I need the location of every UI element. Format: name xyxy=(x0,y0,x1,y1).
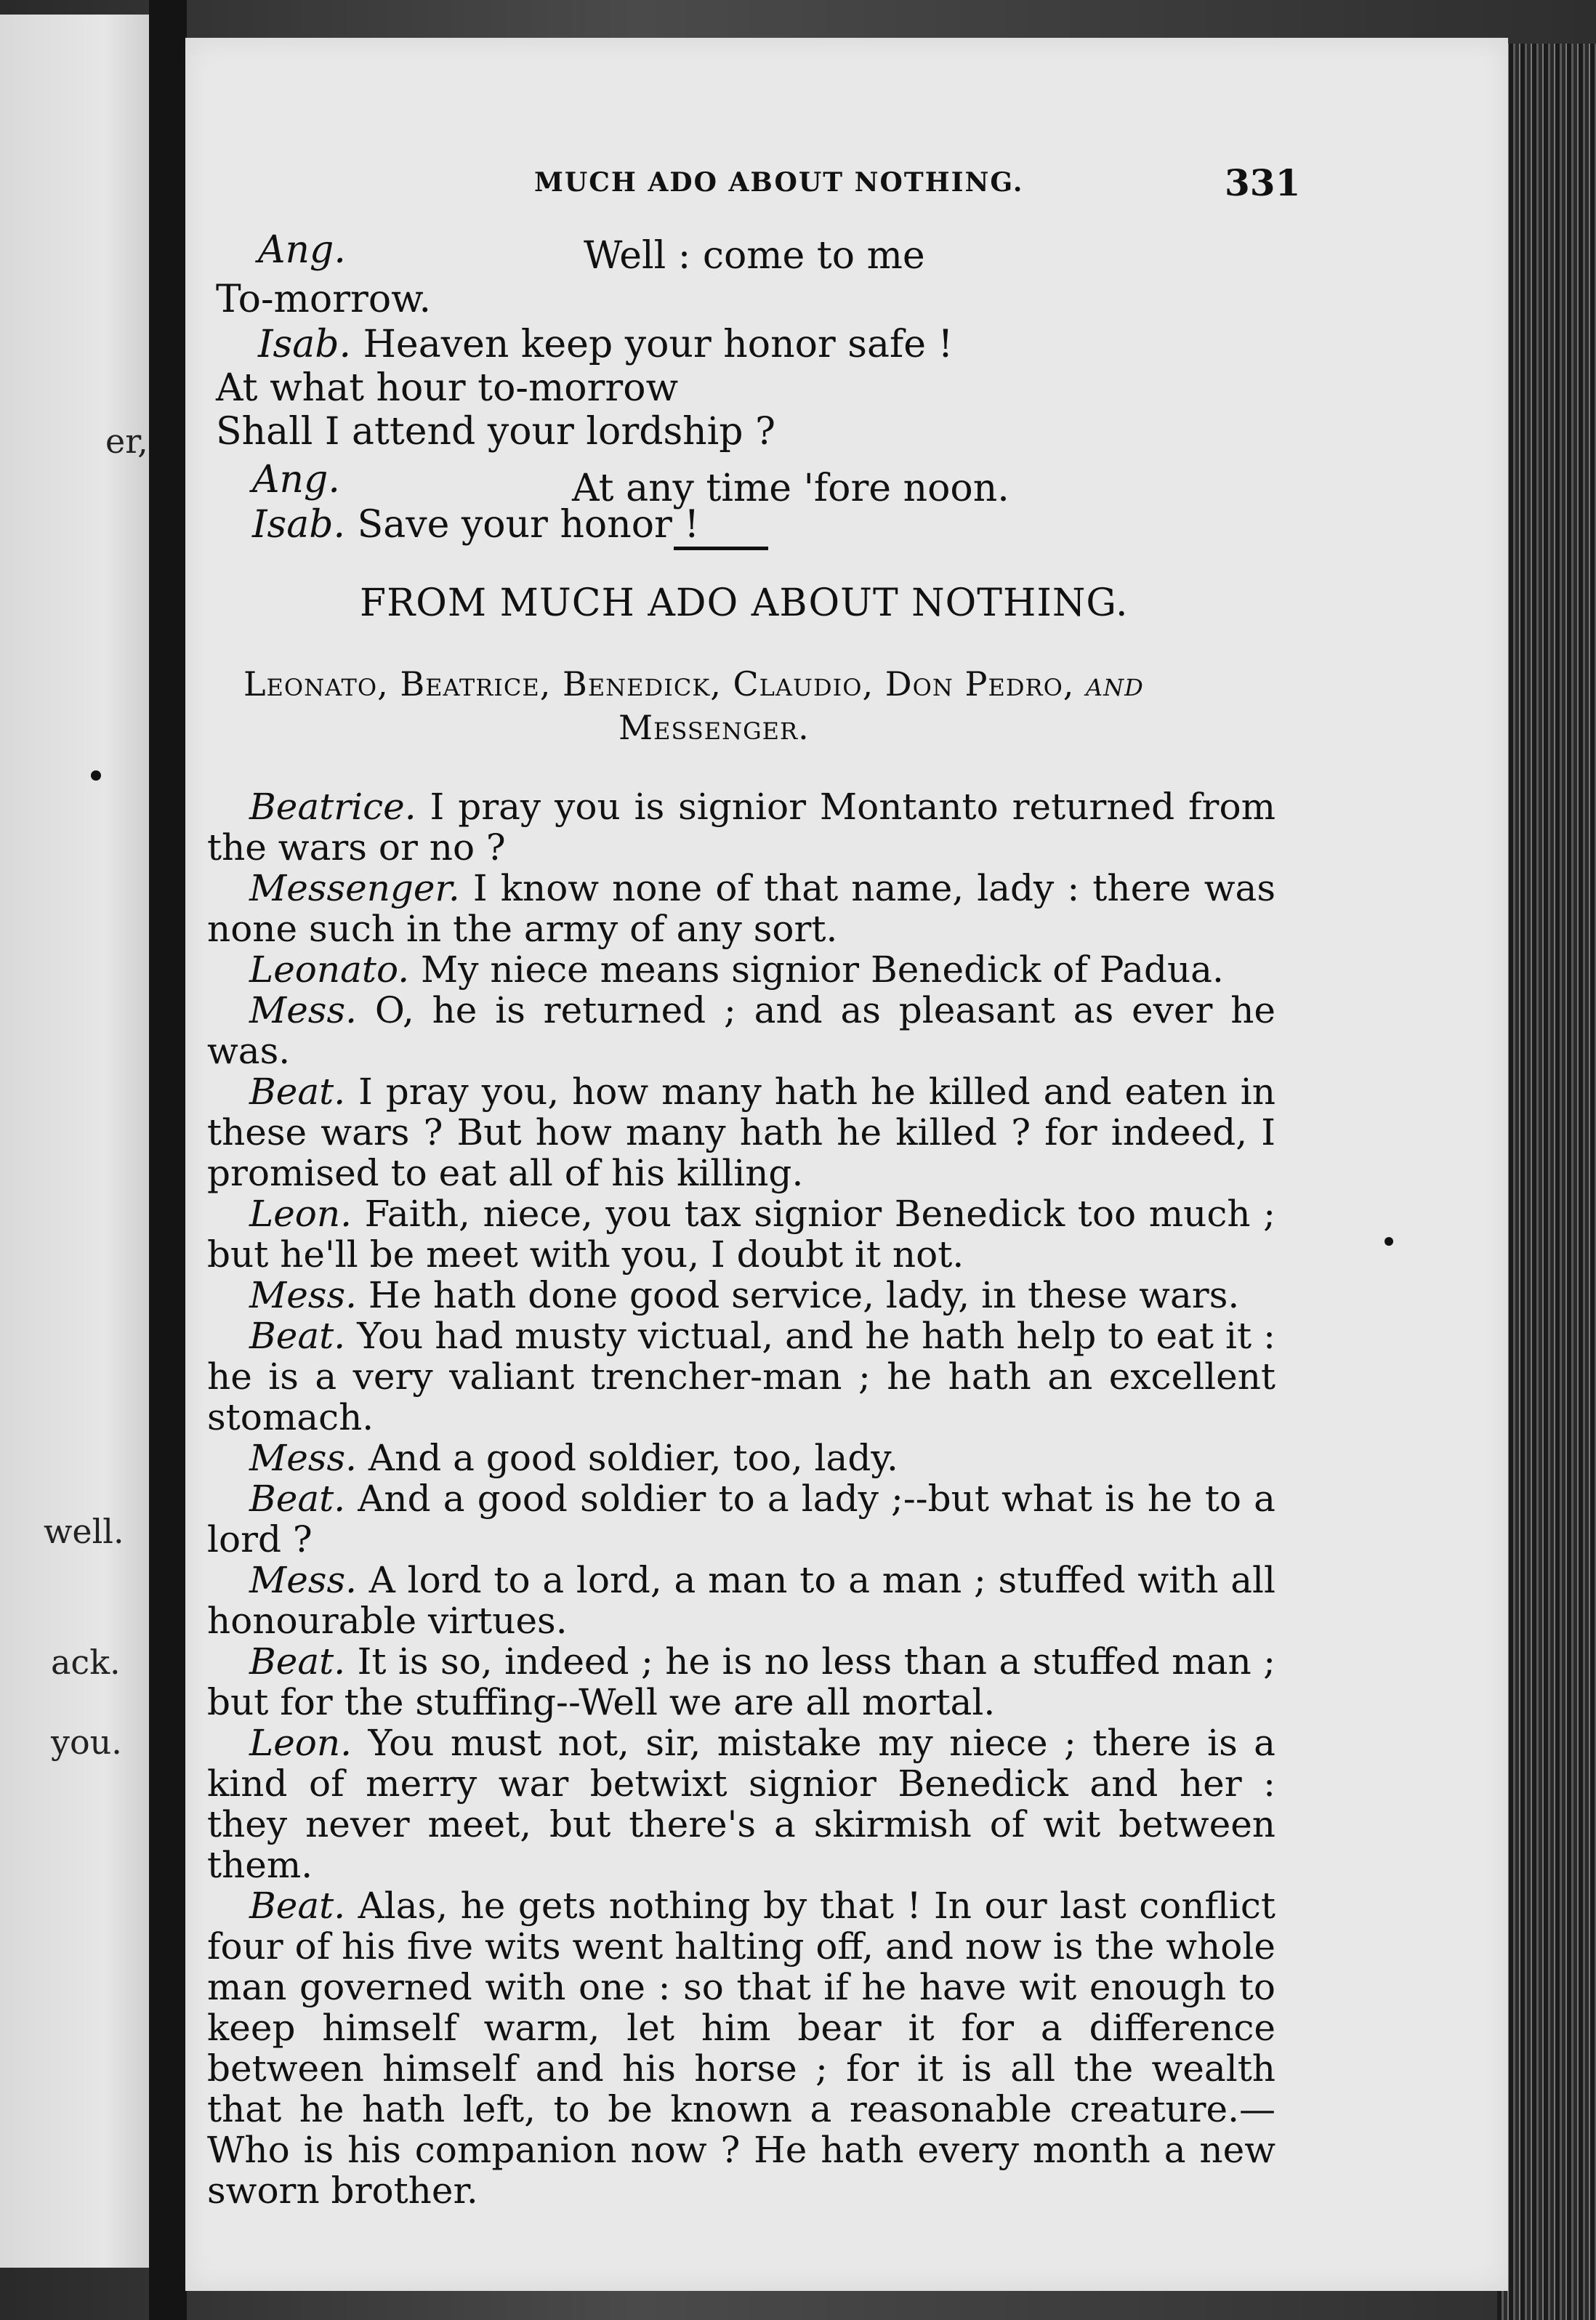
verse-line-5: Shall I attend your lordship ? xyxy=(216,410,775,454)
dialogue-paragraph xyxy=(207,1723,1275,1885)
speech: And a good soldier, too, lady. xyxy=(368,1437,898,1479)
page-number: 331 xyxy=(1225,161,1301,204)
dialogue-paragraph xyxy=(207,1193,1275,1275)
dialogue-paragraph xyxy=(207,1438,1275,1478)
verse-text: Save your honor ! xyxy=(357,503,700,547)
speech: You must not, sir, mistake my niece ; there is a kind of merry war betwixt signior Benedick and her : they never meet, but there's a skirmish of wit between them. xyxy=(207,1722,1275,1886)
verse-line-7 xyxy=(252,503,699,547)
ink-speck xyxy=(1385,1237,1393,1246)
verse-line-1-text: Well : come to me xyxy=(584,234,925,278)
speaker: Ang. xyxy=(252,458,340,502)
dialogue-paragraph xyxy=(207,786,1275,868)
dialogue-paragraph xyxy=(207,1316,1275,1438)
dialogue-paragraph xyxy=(207,1478,1275,1560)
section-title: FROM MUCH ADO ABOUT NOTHING. xyxy=(360,581,1129,625)
previous-page-fragment xyxy=(0,15,149,2268)
dialogue-paragraph xyxy=(207,1885,1275,2211)
speech: It is so, indeed ; he is no less than a stuffed man ; but for the stuffing--Well we are all mortal. xyxy=(207,1640,1275,1723)
speech: I pray you is signior Montanto returned from the wars or no ? xyxy=(207,786,1275,869)
speech: I know none of that name, lady : there was none such in the army of any sort. xyxy=(207,867,1275,950)
verse-line-6-text: At any time 'fore noon. xyxy=(572,467,1009,510)
dialogue-paragraph xyxy=(207,868,1275,949)
left-fragment-2: well. xyxy=(44,1512,124,1551)
speaker: Messenger. xyxy=(249,867,460,909)
dialogue xyxy=(207,786,1275,2211)
verse-line-2: To-morrow. xyxy=(216,278,432,321)
dialogue-paragraph xyxy=(207,1560,1275,1641)
speech: You had musty victual, and he hath help to eat it : he is a very valiant trencher-man ; he hath an excellent stomach. xyxy=(207,1315,1275,1438)
speaker: Mess. xyxy=(249,1559,357,1601)
left-fragment-4: you. xyxy=(51,1723,122,1762)
dialogue-paragraph xyxy=(207,949,1275,990)
speaker: Mess. xyxy=(249,1437,357,1479)
speech: Alas, he gets nothing by that ! In our last conflict four of his five wits went halting off, and now is the whole man governed with one : so that if he have wit enough to keep himself warm, let him bear it for a difference between himself and his horse ; for it is all the wealth that he hath left, to be known a reasonable creature.—Who is his companion now ? He hath every month a new sworn brother. xyxy=(207,1885,1275,2212)
cast-and: and xyxy=(1086,664,1144,704)
left-fragment-1: er, xyxy=(105,422,148,461)
speaker: Leon. xyxy=(249,1193,352,1235)
speaker: Leonato. xyxy=(249,948,410,991)
speaker: Mess. xyxy=(249,1274,357,1316)
verse-text: Heaven keep your honor safe ! xyxy=(363,323,954,366)
speaker: Beat. xyxy=(249,1885,346,1927)
speaker: Isab. xyxy=(258,323,352,366)
speech: He hath done good service, lady, in these wars. xyxy=(368,1274,1240,1316)
speaker: Beat. xyxy=(249,1640,346,1683)
speaker: Beat. xyxy=(249,1071,346,1113)
cast-list-line-1 xyxy=(243,664,1144,704)
book-page xyxy=(185,38,1508,2291)
speech: And a good soldier to a lady ;--but what is he to a lord ? xyxy=(207,1478,1275,1560)
speech: I pray you, how many hath he killed and eaten in these wars ? But how many hath he killed ? for indeed, I promised to eat all of his killing. xyxy=(207,1071,1275,1194)
running-head: MUCH ADO ABOUT NOTHING. xyxy=(534,167,1024,198)
speaker: Leon. xyxy=(249,1722,352,1764)
cast-list-line-2: Messenger. xyxy=(618,708,810,747)
cast-names: Leonato, Beatrice, Benedick, Claudio, Don Pedro, xyxy=(243,664,1075,704)
speaker: Beatrice. xyxy=(249,786,416,828)
speaker: Beat. xyxy=(249,1478,346,1520)
dialogue-paragraph xyxy=(207,1071,1275,1193)
book-gutter xyxy=(149,0,187,2320)
verse-line-6 xyxy=(252,458,340,502)
page-edges xyxy=(1497,44,1596,2320)
speaker: Beat. xyxy=(249,1315,346,1357)
dialogue-paragraph xyxy=(207,1641,1275,1723)
speaker: Mess. xyxy=(249,989,357,1031)
left-fragment-3: ack. xyxy=(51,1643,121,1682)
ink-speck xyxy=(91,770,101,781)
dialogue-paragraph xyxy=(207,1275,1275,1316)
speech: A lord to a lord, a man to a man ; stuffed with all honourable virtues. xyxy=(207,1559,1275,1642)
speech: My niece means signior Benedick of Padua. xyxy=(421,948,1224,991)
speaker: Ang. xyxy=(258,228,346,272)
verse-line-1 xyxy=(258,228,346,272)
dialogue-paragraph xyxy=(207,990,1275,1071)
speaker: Isab. xyxy=(252,503,346,547)
verse-line-3 xyxy=(258,323,953,366)
verse-line-4: At what hour to-morrow xyxy=(216,366,679,410)
speech: Faith, niece, you tax signior Benedick too much ; but he'll be meet with you, I doubt it not. xyxy=(207,1193,1275,1276)
speech: O, he is returned ; and as pleasant as ever he was. xyxy=(207,989,1275,1072)
section-rule xyxy=(674,547,768,550)
